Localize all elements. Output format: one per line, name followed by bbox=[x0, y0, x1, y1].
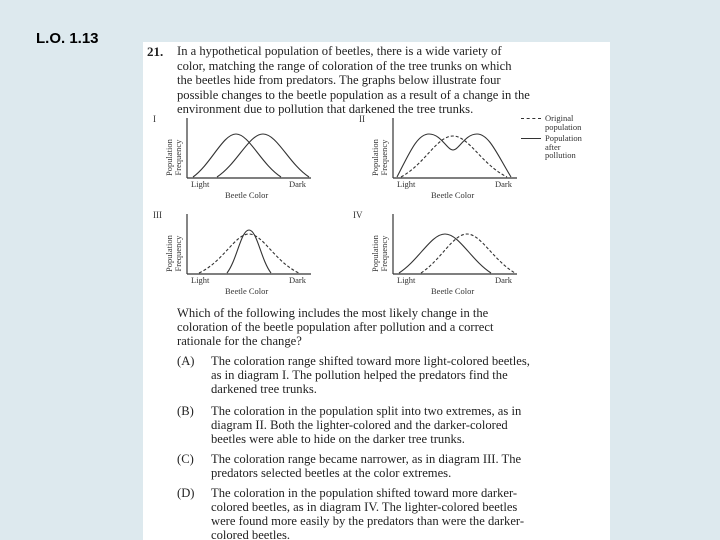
legend-label: after bbox=[545, 141, 561, 152]
x-tick-light: Light bbox=[191, 275, 210, 285]
x-tick-dark: Dark bbox=[289, 275, 306, 285]
original-curve bbox=[399, 234, 491, 273]
x-tick-light: Light bbox=[397, 275, 416, 285]
graph-number: II bbox=[359, 114, 365, 124]
graph-number: III bbox=[153, 210, 162, 220]
y-axis-label: Population Frequency bbox=[370, 235, 389, 272]
prompt-line: Which of the following includes the most likely change in the bbox=[177, 306, 489, 320]
y-axis-label: Population Frequency bbox=[164, 235, 183, 272]
option-letter: (B) bbox=[177, 404, 194, 418]
option-letter: (D) bbox=[177, 486, 195, 500]
legend-label: Population bbox=[545, 133, 582, 143]
after-curve bbox=[227, 230, 271, 273]
prompt-line: rationale for the change? bbox=[177, 334, 302, 348]
question-prompt bbox=[177, 306, 605, 348]
option-text: The coloration range shifted toward more light-colored beetles, as in diagram I. The pollution helped the predators find the darkened tree trunks. bbox=[211, 354, 530, 396]
x-tick-light: Light bbox=[397, 179, 416, 189]
legend-after bbox=[521, 134, 582, 160]
x-axis-label: Beetle Color bbox=[225, 286, 269, 296]
option-letter: (A) bbox=[177, 354, 195, 368]
stem-line: color, matching the range of coloration of the tree trunks on which bbox=[177, 58, 512, 73]
graph-i bbox=[149, 114, 319, 204]
legend-label: pollution bbox=[545, 150, 576, 160]
x-tick-dark: Dark bbox=[495, 179, 512, 189]
graph-i-plot bbox=[149, 114, 319, 184]
legend-label: Original bbox=[545, 113, 574, 123]
graph-number: IV bbox=[353, 210, 363, 220]
question-number: 21. bbox=[147, 44, 164, 59]
option-text: The coloration in the population shifted toward more darker- colored beetles, as in diagram IV. The lighter-colored beetles were found more easily by the predators than were the darker- colored beetles. bbox=[211, 486, 525, 540]
y-axis-label: Population Frequency bbox=[370, 139, 389, 176]
option-text: The coloration range became narrower, as in diagram III. The predators selected beetles at the color extremes. bbox=[211, 452, 522, 480]
stem-line: the beetles hide from predators. The graphs below illustrate four bbox=[177, 73, 501, 88]
graph-iii bbox=[149, 210, 319, 300]
x-axis-label: Beetle Color bbox=[431, 190, 475, 200]
stem-line: In a hypothetical population of beetles, there is a wide variety of bbox=[177, 44, 502, 58]
original-curve bbox=[199, 234, 299, 273]
x-axis-label: Beetle Color bbox=[225, 190, 269, 200]
x-axis-label: Beetle Color bbox=[431, 286, 475, 296]
after-curve bbox=[217, 134, 309, 177]
stem-line: possible changes to the beetle population as a result of a change in the bbox=[177, 87, 530, 102]
graph-ii bbox=[357, 114, 527, 204]
option-text: The coloration in the population split into two extremes, as in diagram II. Both the lighter-colored and the darker-colored beetles were able to hide on the darker tree trunks. bbox=[211, 404, 522, 446]
graph-number: I bbox=[153, 114, 156, 124]
graph-iv-plot bbox=[357, 210, 527, 280]
x-tick-light: Light bbox=[191, 179, 210, 189]
x-tick-dark: Dark bbox=[289, 179, 306, 189]
graph-legend bbox=[521, 114, 582, 163]
after-curve bbox=[397, 134, 511, 177]
question-stem bbox=[177, 44, 605, 117]
graph-ii-plot bbox=[357, 114, 527, 184]
graph-iii-plot bbox=[149, 210, 319, 280]
y-axis-label: Population Frequency bbox=[164, 139, 183, 176]
slide-title: L.O. 1.13 bbox=[36, 30, 99, 47]
stem-line: environment due to pollution that darkened the tree trunks. bbox=[177, 102, 474, 117]
x-tick-dark: Dark bbox=[495, 275, 512, 285]
original-curve bbox=[193, 134, 281, 177]
option-letter: (C) bbox=[177, 452, 194, 466]
question-scan bbox=[143, 42, 610, 540]
legend-label: population bbox=[545, 121, 582, 132]
graph-iv bbox=[353, 210, 527, 300]
prompt-line: coloration of the beetle population after pollution and a correct bbox=[177, 320, 494, 334]
after-curve bbox=[421, 234, 515, 273]
legend-original bbox=[521, 114, 582, 131]
